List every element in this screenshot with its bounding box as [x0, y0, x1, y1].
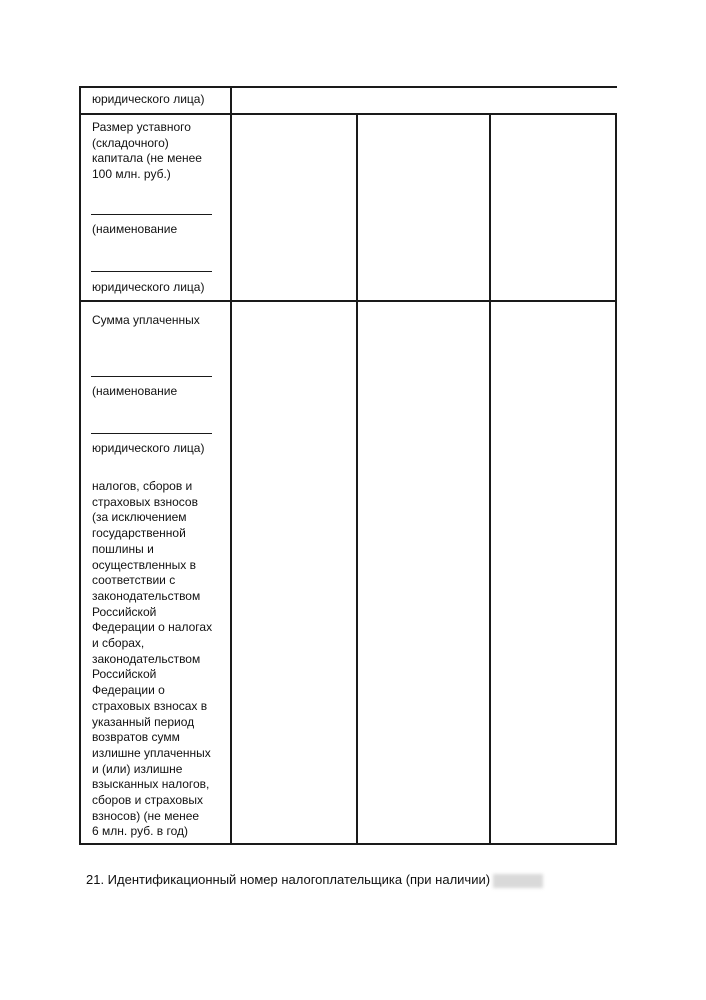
table-col-divider-2: [356, 113, 358, 845]
table-bottom-border: [79, 843, 617, 845]
redacted-value: [493, 874, 543, 888]
table-row-divider-2: [79, 300, 617, 302]
table-col-divider-1: [230, 86, 232, 845]
table-col-divider-3: [489, 113, 491, 845]
row2-fill-line-2: [91, 271, 212, 272]
row3-sub-label-1: (наименование: [92, 384, 178, 398]
row3-sub-label-2: юридического лица): [92, 441, 205, 455]
row2-fill-line-1: [91, 214, 212, 215]
table-right-border: [615, 113, 617, 845]
row2-label-main: Размер уставного (складочного) капитала (не менее 100 млн. руб.): [92, 120, 202, 182]
row3-label-main: Сумма уплаченных: [92, 313, 200, 327]
table-left-border: [79, 86, 81, 845]
row3-label-continued: налогов, сборов и страховых взносов (за исключением государственной пошлины и осуществленных в соответствии с законодательством Российской Федерации о налогах и сборах, законодательством Российской Федерации о страховых взносах в указанный период возвратов сумм излишне уплаченных и (или) излишне взысканных налогов, сборов и страховых взносов) (не менее 6 млн. руб. в год): [92, 479, 213, 839]
table-row-divider-1: [79, 113, 617, 115]
table-top-border: [79, 86, 617, 88]
row2-sub-label-1: (наименование: [92, 222, 178, 236]
footer-inn-line: [86, 871, 543, 889]
row3-fill-line-2: [91, 433, 212, 434]
row1-label: юридического лица): [92, 92, 205, 106]
footer-inn-label: 21. Идентификационный номер налогоплательщика (при наличии): [86, 872, 491, 887]
row3-fill-line-1: [91, 376, 212, 377]
row2-sub-label-2: юридического лица): [92, 280, 205, 294]
